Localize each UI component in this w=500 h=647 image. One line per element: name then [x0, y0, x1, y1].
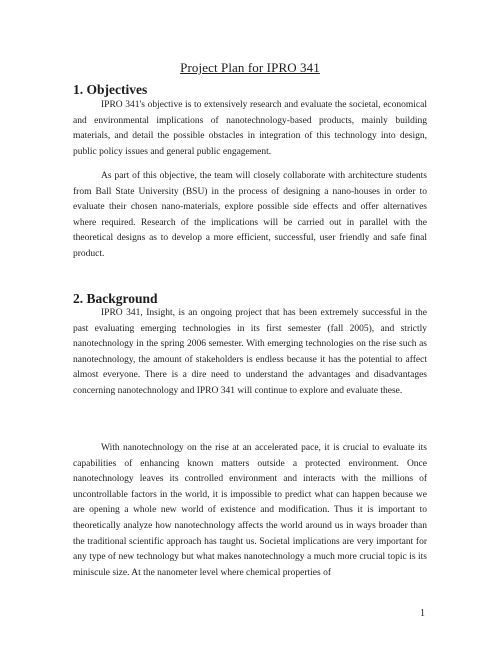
section-heading-objectives: 1. Objectives: [73, 82, 148, 97]
objectives-paragraph-2: As part of this objective, the team will closely collaborate with architecture students from Ball State University (BSU) in the process of designing a nano-houses in order to evaluate their chosen nano-materials, explore possible side effects and offer alternatives where required. Research of the implications will be carried out in parallel with the theoretical designs as to develop a more efficient, successful, user friendly and safe final product.: [73, 171, 427, 259]
document-title: Project Plan for IPRO 341: [180, 60, 320, 75]
background-paragraph-2: With nanotechnology on the rise at an accelerated pace, it is crucial to evaluate its capabilities of enhancing known matters outside a protected environment. Once nanotechnology leaves its controlled environment and interacts with the millions of uncontrollable factors in the world, it is impossible to predict what can happen because we are opening a whole new world of existence and modification. Thus it is important to theoretically analyze how nanotechnology affects the world around us in ways broader than the traditional scientific approach has taught us. Societal implications are very important for any type of new technology but what makes nanotechnology a much more crucial topic is its miniscule size. At the nanometer level where chemical properties of: [73, 443, 427, 578]
objectives-paragraph-1: IPRO 341's objective is to extensively research and evaluate the societal, economical and environmental implications of nanotechnology-based products, mainly building materials, and detail the possible obstacles in integration of this technology into design, public policy issues and general public engagement.: [73, 100, 427, 157]
page-number: 1: [420, 608, 425, 619]
background-paragraph-1: IPRO 341, Insight, is an ongoing project that has been extremely successful in the past evaluating emerging technologies in its first semester (fall 2005), and strictly nanotechnology in the spring 2006 semester. With emerging technologies on the rise such as nanotechnology, the amount of stakeholders is endless because it has the potential to affect almost everyone. There is a dire need to understand the advantages and disadvantages concerning nanotechnology and IPRO 341 will continue to explore and evaluate these.: [73, 308, 427, 396]
section-heading-background: 2. Background: [73, 291, 158, 306]
